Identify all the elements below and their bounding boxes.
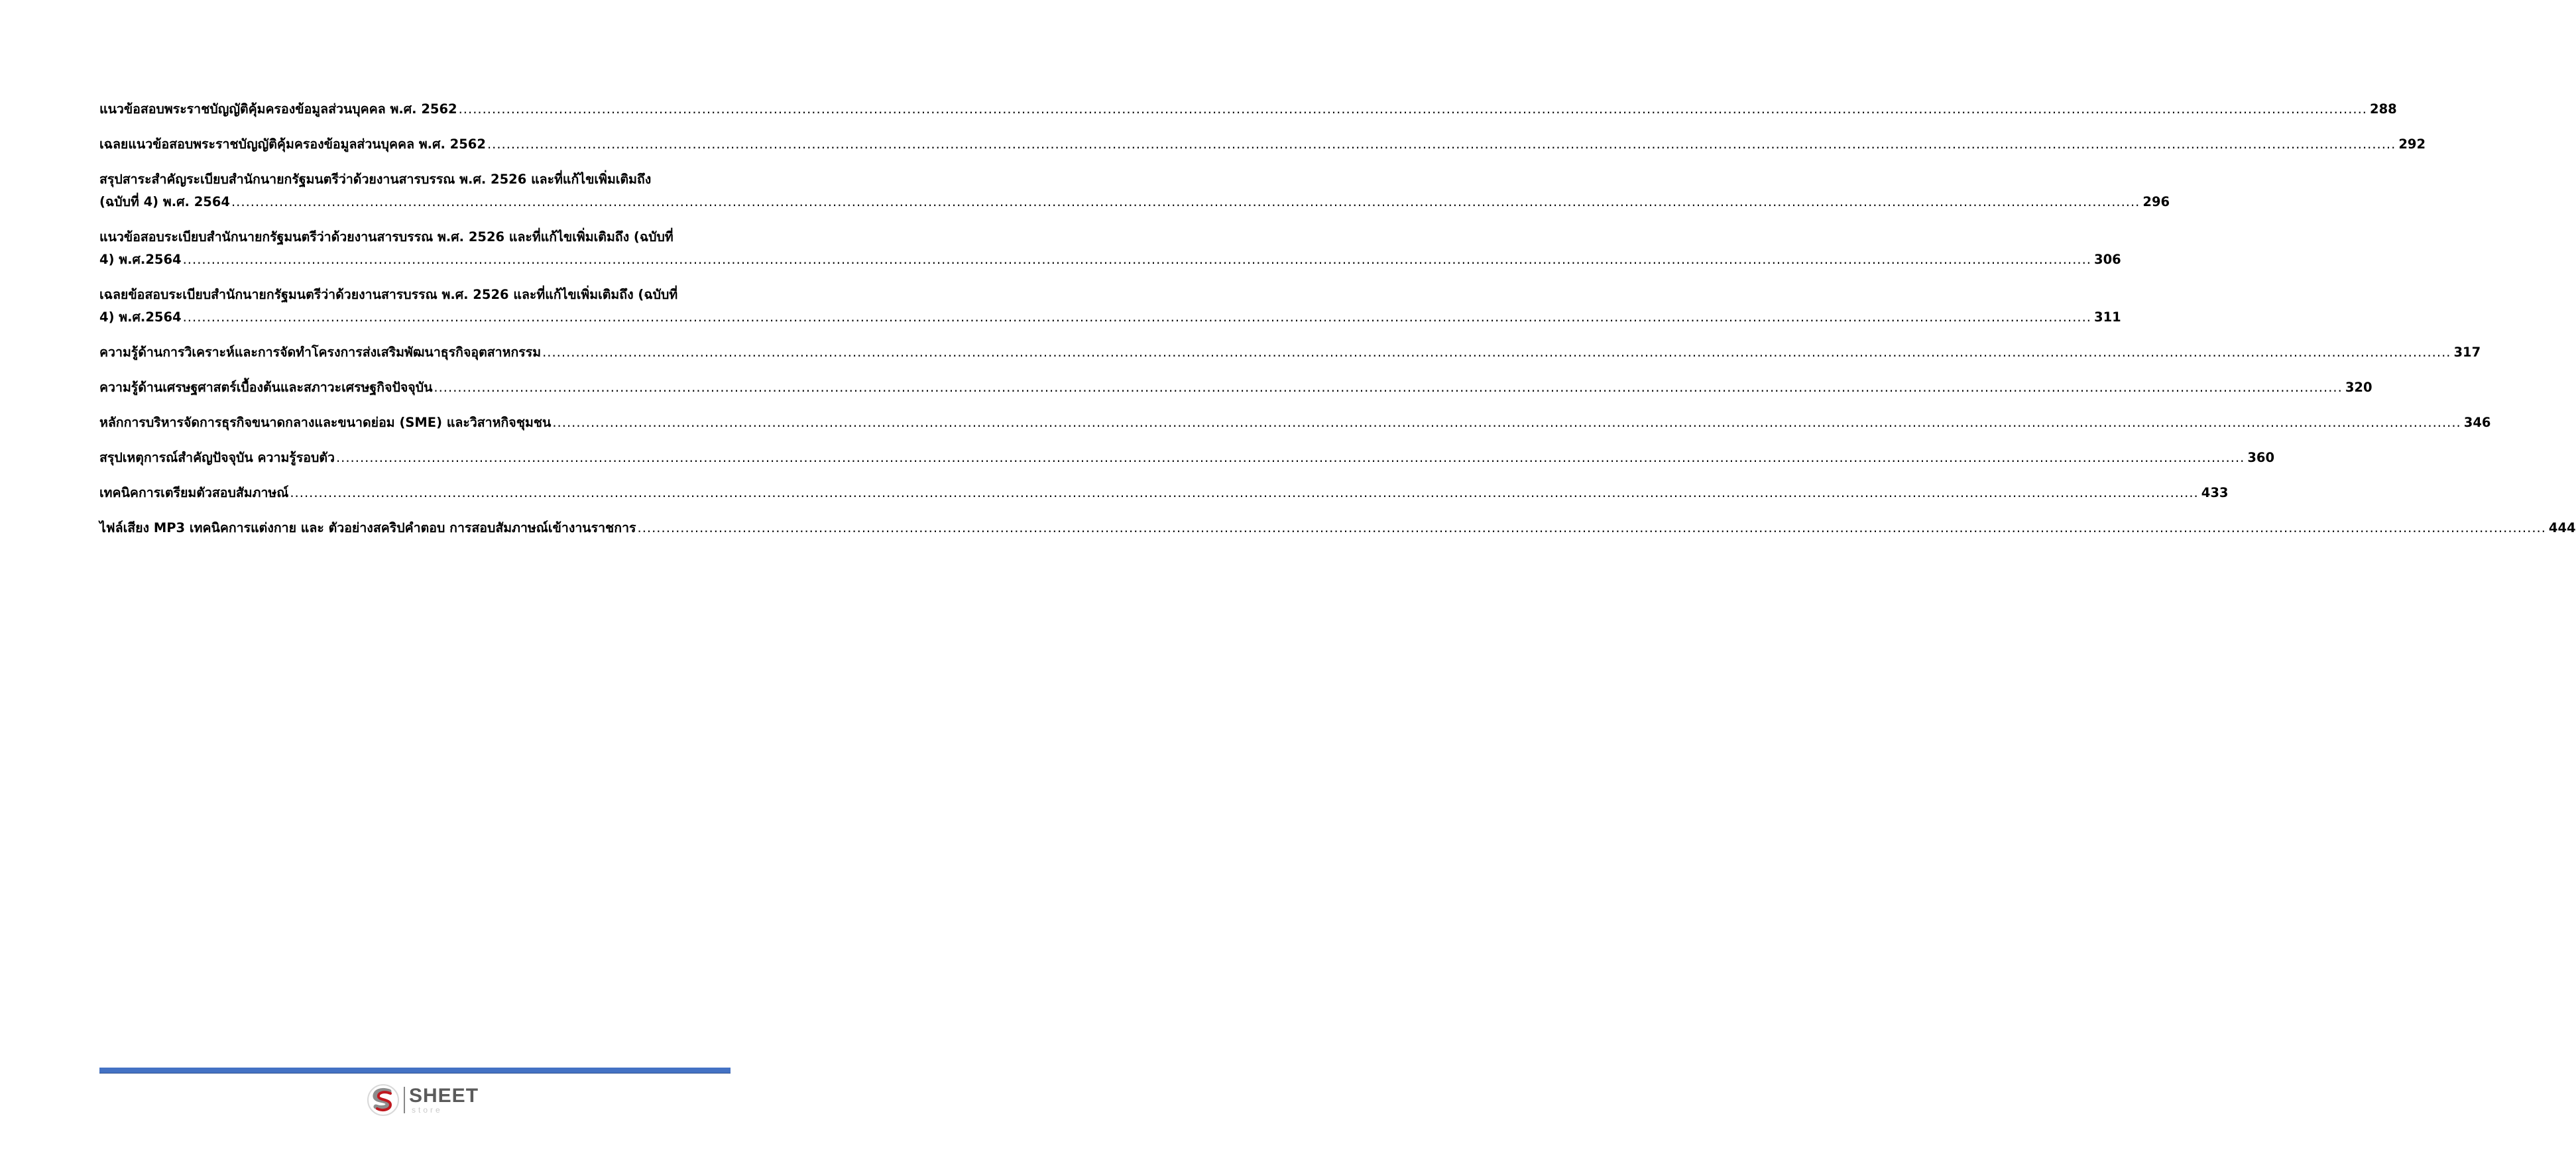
toc-entry-title: เทคนิคการเตรียมตัวสอบสัมภาษณ์ xyxy=(99,485,289,500)
toc-entry-title: แนวข้อสอบระเบียบสำนักนายกรัฐมนตรีว่าด้วยงานสารบรรณ พ.ศ. 2526 และที่แก้ไขเพิ่มเติมถึง (ฉบับที่ xyxy=(99,229,673,245)
toc-entry-title: เฉลยแนวข้อสอบพระราชบัญญัติคุ้มครองข้อมูลส่วนบุคคล พ.ศ. 2562 xyxy=(99,137,486,152)
toc-entry-title: 4) พ.ศ.2564 xyxy=(99,309,182,325)
toc-entry[interactable] xyxy=(99,168,2170,213)
sheet-store-s-icon xyxy=(367,1083,400,1117)
toc-leader-dots: ................................................................................................................................................................................................................................................................................................................................................................................................................ xyxy=(542,345,2451,360)
toc-entry[interactable] xyxy=(99,517,2576,539)
toc-entry-title: สรุปเหตุการณ์สำคัญปัจจุบัน ความรู้รอบตัว xyxy=(99,450,335,465)
toc-page-number: 296 xyxy=(2142,194,2170,209)
footer-rule xyxy=(99,1068,731,1074)
toc-entry-title: สรุปสาระสำคัญระเบียบสำนักนายกรัฐมนตรีว่าด้วยงานสารบรรณ พ.ศ. 2526 และที่แก้ไขเพิ่มเติมถึง xyxy=(99,172,652,187)
toc-entry[interactable] xyxy=(99,98,2397,121)
toc-page-number: 292 xyxy=(2398,137,2426,152)
toc-leader-dots: ................................................................................................................................................................................................................................................................................................................................................................................................................ xyxy=(552,415,2461,430)
logo-subtitle: store xyxy=(412,1105,443,1115)
toc-page-number: 288 xyxy=(2370,101,2397,117)
toc-entry-title: หลักการบริหารจัดการธุรกิจขนาดกลางและขนาดย่อม (SME) และวิสาหกิจชุมชน xyxy=(99,415,552,430)
toc-entry[interactable] xyxy=(99,376,2372,399)
toc-entry-title: ความรู้ด้านเศรษฐศาสตร์เบื้องต้นและสภาวะเศรษฐกิจปัจจุบัน xyxy=(99,380,433,395)
toc-leader-dots: ................................................................................................................................................................................................................................................................................................................................................................................................................ xyxy=(458,101,2368,117)
toc-page-number: 433 xyxy=(2201,485,2229,500)
toc-leader-dots: ................................................................................................................................................................................................................................................................................................................................................................................................................ xyxy=(335,450,2245,465)
toc-leader-dots: ................................................................................................................................................................................................................................................................................................................................................................................................................ xyxy=(487,137,2396,152)
table-of-contents xyxy=(99,98,2576,552)
logo-wordmark: SHEET xyxy=(409,1085,479,1107)
toc-page-number: 317 xyxy=(2453,345,2481,360)
toc-leader-dots: ................................................................................................................................................................................................................................................................................................................................................................................................................ xyxy=(290,485,2199,500)
toc-entry-title: ความรู้ด้านการวิเคราะห์และการจัดทำโครงการส่งเสริมพัฒนาธุรกิจอุตสาหกรรม xyxy=(99,345,542,360)
toc-entry-title: 4) พ.ศ.2564 xyxy=(99,252,182,267)
toc-entry-title: ไฟล์เสียง MP3 เทคนิคการแต่งกาย และ ตัวอย่างสคริปคำตอบ การสอบสัมภาษณ์เข้างานราชการ xyxy=(99,520,636,535)
toc-entry-title: (ฉบับที่ 4) พ.ศ. 2564 xyxy=(99,194,230,209)
toc-leader-dots: ................................................................................................................................................................................................................................................................................................................................................................................................................ xyxy=(182,252,2091,267)
toc-entry[interactable] xyxy=(99,341,2481,364)
toc-entry[interactable] xyxy=(99,412,2491,434)
toc-page-number: 320 xyxy=(2345,380,2372,395)
toc-page-number: 306 xyxy=(2094,252,2121,267)
toc-entry[interactable] xyxy=(99,482,2229,504)
toc-page-number: 360 xyxy=(2247,450,2275,465)
toc-page-number: 346 xyxy=(2463,415,2491,430)
toc-entry-title: เฉลยข้อสอบระเบียบสำนักนายกรัฐมนตรีว่าด้วยงานสารบรรณ พ.ศ. 2526 และที่แก้ไขเพิ่มเติมถึง (ฉบับที่ xyxy=(99,287,678,302)
toc-page-number: 444 xyxy=(2548,520,2576,535)
toc-leader-dots: ................................................................................................................................................................................................................................................................................................................................................................................................................ xyxy=(182,309,2091,325)
toc-entry[interactable] xyxy=(99,133,2426,156)
toc-entry[interactable] xyxy=(99,284,2121,329)
toc-leader-dots: ................................................................................................................................................................................................................................................................................................................................................................................................................ xyxy=(637,520,2546,535)
toc-entry[interactable] xyxy=(99,447,2275,469)
toc-entry[interactable] xyxy=(99,226,2121,271)
toc-entry-title: แนวข้อสอบพระราชบัญญัติคุ้มครองข้อมูลส่วนบุคคล พ.ศ. 2562 xyxy=(99,101,457,117)
toc-page-number: 311 xyxy=(2094,309,2121,325)
sheet-store-logo xyxy=(367,1081,479,1119)
logo-divider xyxy=(404,1087,405,1113)
toc-leader-dots: ................................................................................................................................................................................................................................................................................................................................................................................................................ xyxy=(231,194,2140,209)
toc-leader-dots: ................................................................................................................................................................................................................................................................................................................................................................................................................ xyxy=(434,380,2343,395)
